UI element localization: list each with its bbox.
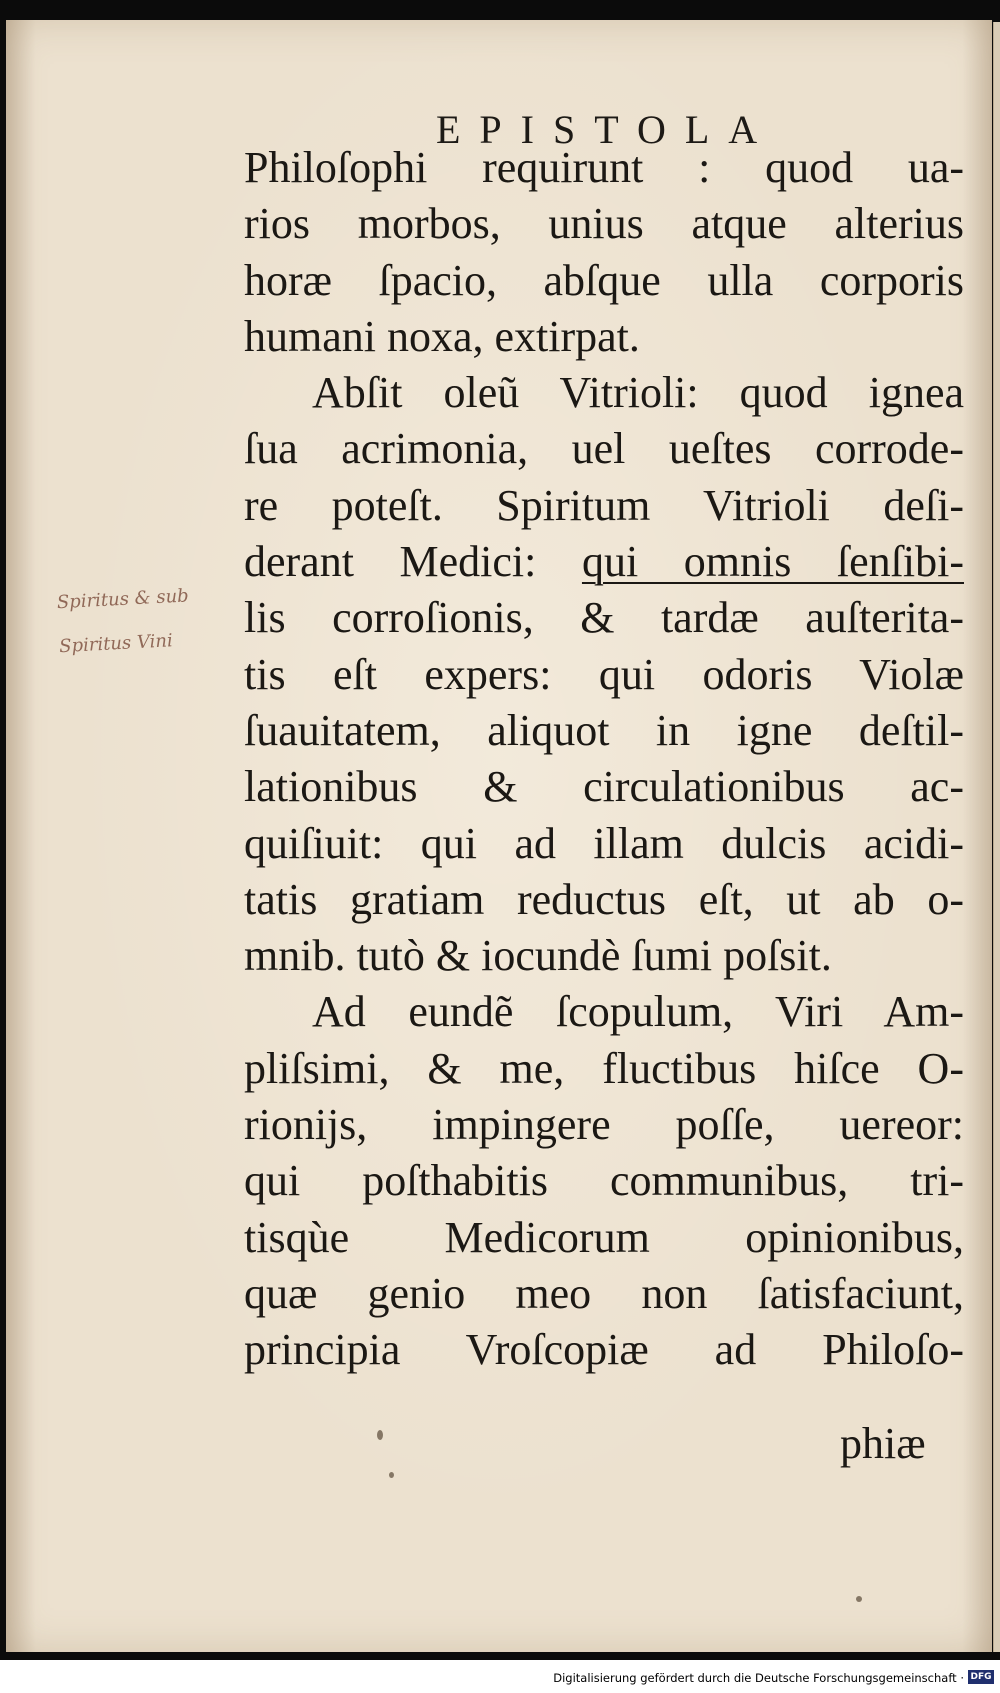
marginal-note-line: Spiritus & sub bbox=[56, 585, 190, 614]
text-line: qui poſthabitis communibus, tri- bbox=[244, 1156, 964, 1206]
ink-smudge bbox=[389, 1472, 394, 1478]
text-line: horæ ſpacio, abſque ulla corporis bbox=[244, 255, 964, 305]
text-line: ſua acrimonia, uel ueſtes corrode- bbox=[244, 424, 964, 474]
text-line: Philoſophi requirunt : quod ua- bbox=[244, 143, 964, 192]
text-line: mnib. tutò & iocundè ſumi poſsit. bbox=[244, 931, 832, 981]
text-line: Ad eundẽ ſcopulum, Viri Am- bbox=[312, 987, 964, 1037]
text-line: rios morbos, unius atque alterius bbox=[244, 199, 964, 249]
text-line-segment: derant Medici: bbox=[244, 537, 582, 587]
ink-smudge bbox=[856, 1596, 862, 1602]
text-line: tis eſt expers: qui odoris Violæ bbox=[244, 649, 964, 699]
text-line: tisqùe Medicorum opinionibus, bbox=[244, 1212, 964, 1262]
text-line: humani noxa, extirpat. bbox=[244, 311, 640, 361]
catchword: phiæ bbox=[840, 1419, 926, 1468]
text-line: Abſit oleũ Vitrioli: quod ignea bbox=[312, 368, 964, 418]
text-line: tatis gratiam reductus eſt, ut ab o- bbox=[244, 874, 964, 924]
text-line: lis corroſionis, & tardæ auſterita- bbox=[244, 593, 964, 643]
handwritten-marginal-note bbox=[56, 571, 260, 669]
ink-smudge bbox=[377, 1430, 383, 1440]
dfg-logo: DFG bbox=[968, 1670, 994, 1684]
text-line: rionĳs, impingere poſſe, uereor: bbox=[244, 1100, 964, 1150]
funding-credit: Digitalisierung gefördert durch die Deutsche Forschungsgemeinschaft · bbox=[553, 1671, 964, 1685]
text-line bbox=[244, 534, 964, 590]
text-line: quæ genio meo non ſatisfaciunt, bbox=[244, 1268, 964, 1318]
running-head: EPISTOLA bbox=[436, 107, 777, 152]
underlined-passage: qui omnis ſenſibi- bbox=[581, 537, 964, 587]
marginal-note-line: Spiritus Vini bbox=[58, 630, 174, 658]
text-line: pliſsimi, & me, fluctibus hiſce O- bbox=[244, 1043, 964, 1093]
text-line: quiſiuit: qui ad illam dulcis acidi- bbox=[244, 818, 964, 868]
text-line: principia Vroſcopiæ ad Philoſo- bbox=[244, 1325, 964, 1375]
body-text bbox=[244, 140, 964, 1379]
page-fore-edge bbox=[993, 22, 1000, 1652]
text-line: lationibus & circulationibus ac- bbox=[244, 762, 964, 812]
text-line: ſuauitatem, aliquot in igne deſtil- bbox=[244, 705, 964, 755]
text-line: re poteſt. Spiritum Vitrioli deſi- bbox=[244, 480, 964, 530]
